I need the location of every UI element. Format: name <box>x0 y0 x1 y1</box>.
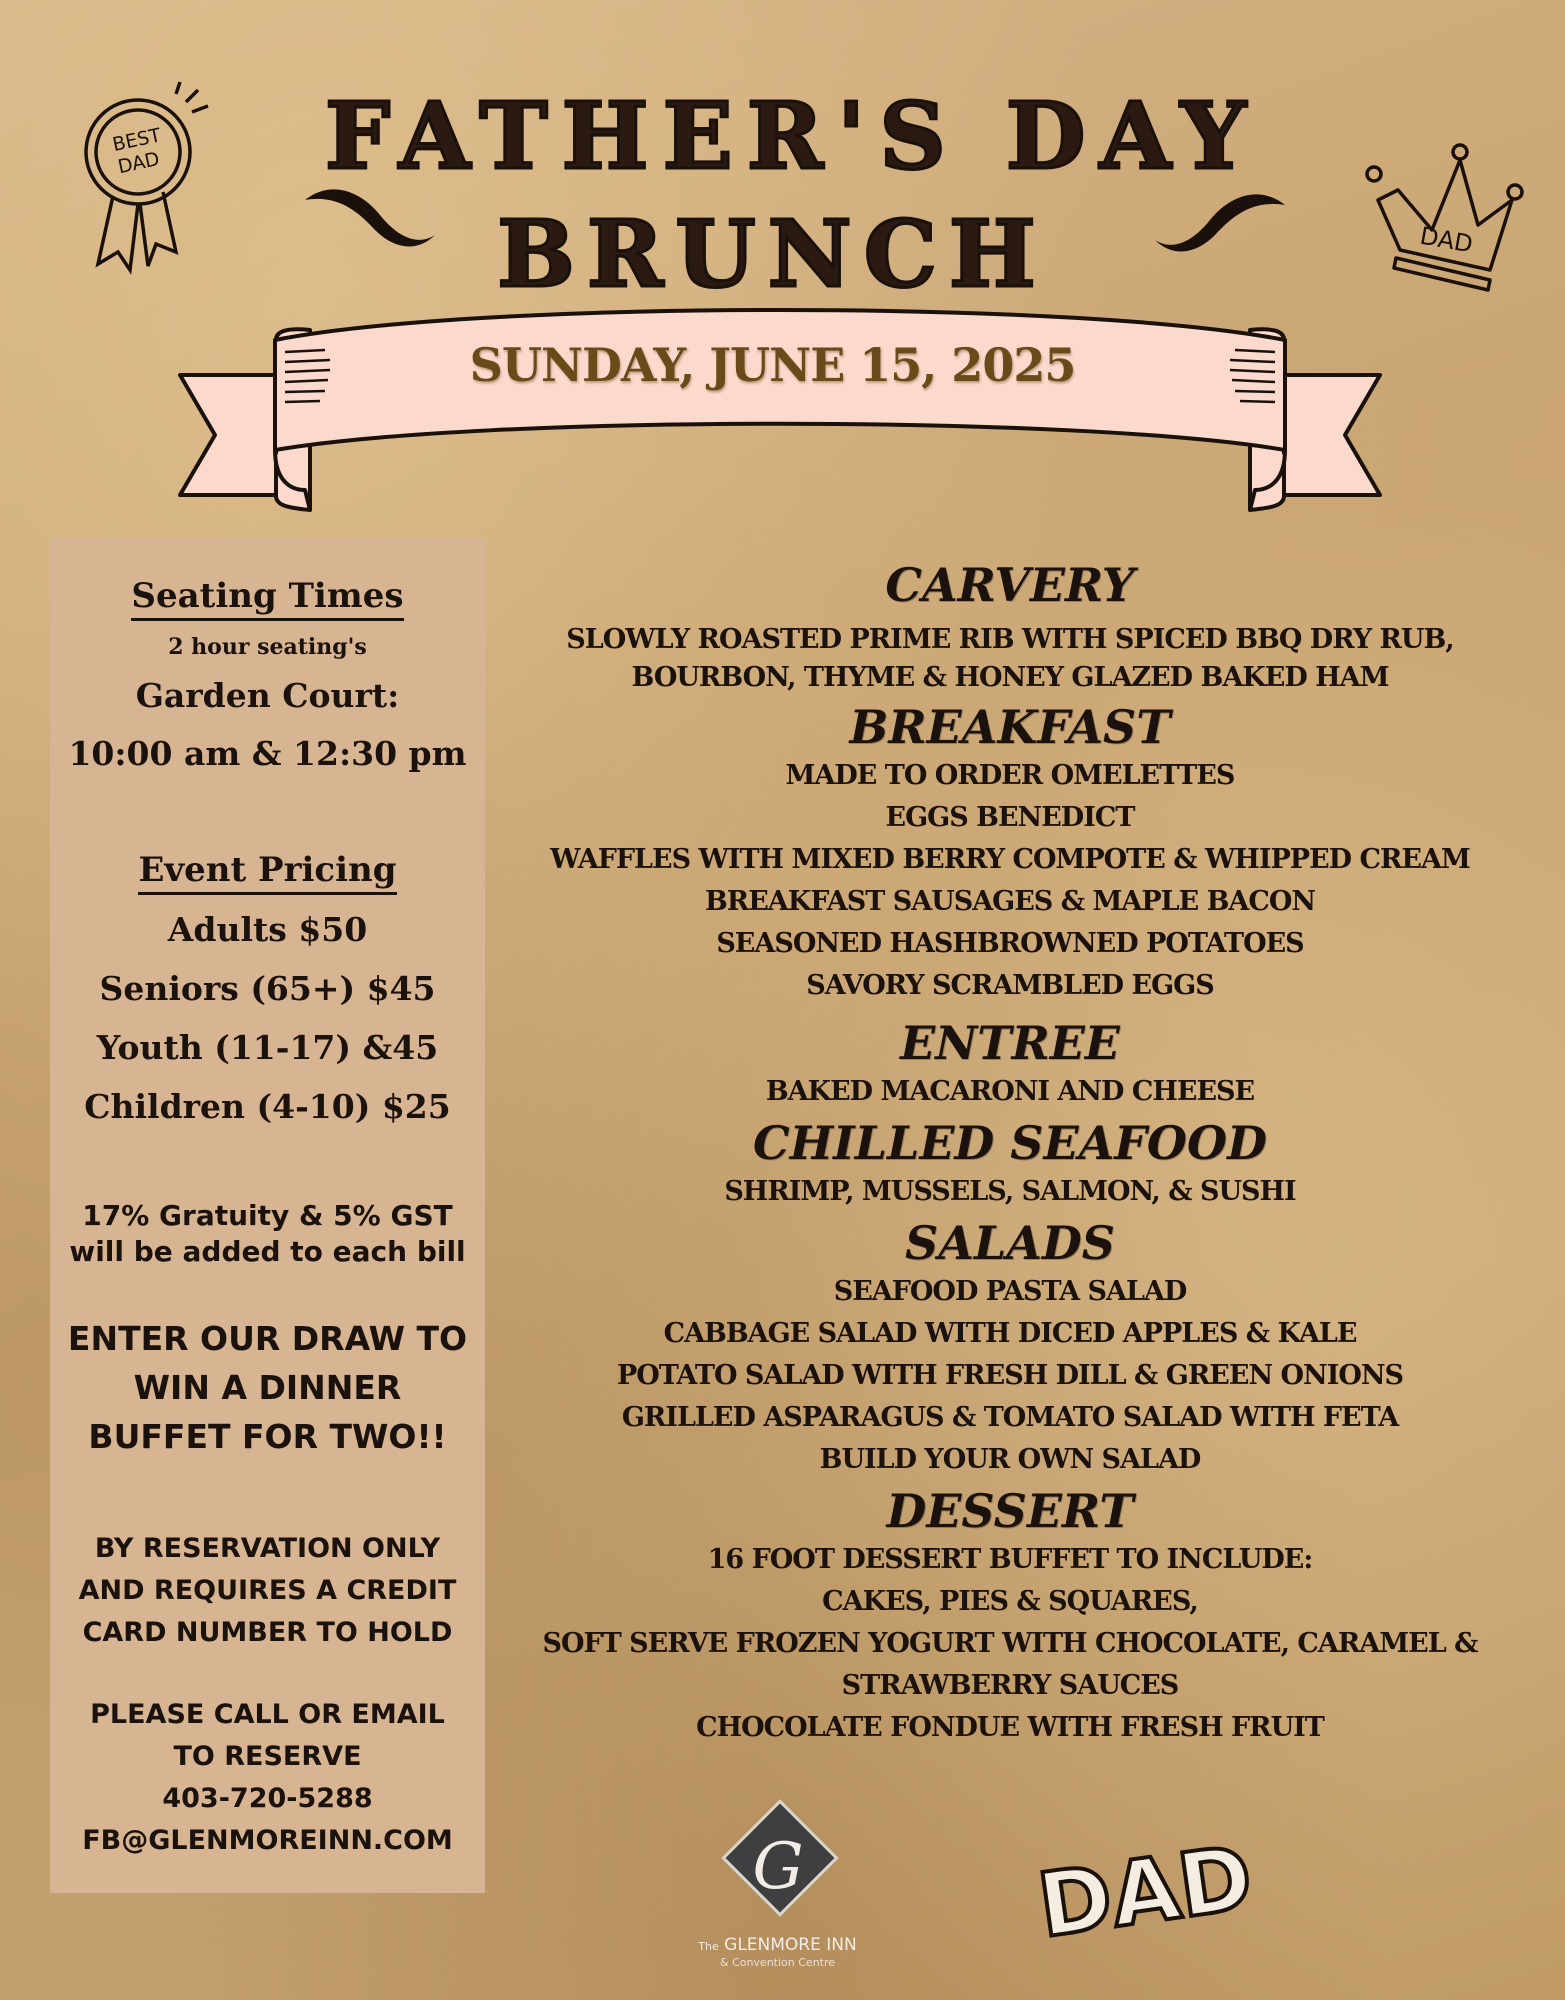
badge-text-dad: DAD <box>115 148 162 179</box>
date-banner <box>180 300 1380 535</box>
menu-item: POTATO SALAD WITH FRESH DILL & GREEN ONIONS <box>616 1360 1404 1391</box>
category-salads: SALADS <box>904 1216 1116 1270</box>
event-pricing-heading: Event Pricing <box>50 850 485 890</box>
price-seniors: Seniors (65+) $45 <box>99 969 436 1008</box>
logo-subtitle: & Convention Centre <box>719 1956 836 1969</box>
menu-item: CAKES, PIES & SQUARES, <box>822 1586 1198 1617</box>
draw-line-1: ENTER OUR DRAW TO <box>67 1319 468 1358</box>
gratuity-line-2: will be added to each bill <box>69 1235 466 1268</box>
reservation-line-2: AND REQUIRES A CREDIT <box>78 1575 457 1606</box>
crown-text: DAD <box>1417 221 1475 259</box>
menu-item: CABBAGE SALAD WITH DICED APPLES & KALE <box>663 1318 1357 1349</box>
price-youth: Youth (11-17) &45 <box>96 1028 439 1067</box>
dad-graphic-icon <box>1031 1825 1259 1958</box>
menu-item: SLOWLY ROASTED PRIME RIB WITH SPICED BBQ DRY RUB, <box>566 624 1454 655</box>
menu-item: BOURBON, THYME & HONEY GLAZED BAKED HAM <box>631 662 1389 693</box>
seating-times-heading: Seating Times <box>50 576 485 616</box>
gratuity-line-1: 17% Gratuity & 5% GST <box>82 1199 453 1232</box>
seating-times: 10:00 am & 12:30 pm <box>68 734 467 773</box>
right-swirl-icon <box>1150 185 1290 265</box>
venue-name: Garden Court: <box>135 676 400 715</box>
seating-note: 2 hour seating's <box>168 634 367 660</box>
info-sidebar <box>50 538 485 1893</box>
price-adults: Adults $50 <box>167 910 368 949</box>
menu-item: SHRIMP, MUSSELS, SALMON, & SUSHI <box>724 1176 1296 1207</box>
contact-phone[interactable]: 403-720-5288 <box>162 1783 373 1814</box>
left-swirl-icon <box>300 180 440 260</box>
menu-item: EGGS BENEDICT <box>885 802 1135 833</box>
category-breakfast: BREAKFAST <box>849 700 1171 754</box>
menu-item: BREAKFAST SAUSAGES & MAPLE BACON <box>704 886 1316 917</box>
glenmore-inn-logo <box>680 1810 875 2000</box>
reservation-line-3: CARD NUMBER TO HOLD <box>82 1617 453 1648</box>
category-carvery: CARVERY <box>885 558 1135 612</box>
menu-item: MADE TO ORDER OMELETTES <box>785 760 1235 791</box>
contact-line-2: TO RESERVE <box>173 1741 362 1772</box>
price-children: Children (4-10) $25 <box>84 1087 451 1126</box>
menu-item: SEAFOOD PASTA SALAD <box>833 1276 1187 1307</box>
draw-line-2: WIN A DINNER <box>133 1368 402 1407</box>
menu-column <box>500 555 1520 1749</box>
title-line-1: FATHER'S DAY <box>324 82 1261 190</box>
menu-item: SEASONED HASHBROWNED POTATOES <box>716 928 1304 959</box>
badge-text-best: BEST <box>110 124 163 156</box>
menu-item: CHOCOLATE FONDUE WITH FRESH FRUIT <box>696 1712 1324 1743</box>
draw-line-3: BUFFET FOR TWO!! <box>88 1417 447 1456</box>
menu-item: BAKED MACARONI AND CHEESE <box>765 1076 1255 1107</box>
event-date: SUNDAY, JUNE 15, 2025 <box>469 338 1076 392</box>
menu-item: SOFT SERVE FROZEN YOGURT WITH CHOCOLATE, CARAMEL & <box>542 1628 1478 1659</box>
title-line-2: BRUNCH <box>497 200 1048 308</box>
category-chilled-seafood: CHILLED SEAFOOD <box>753 1116 1267 1170</box>
contact-email[interactable]: FB@GLENMOREINN.COM <box>82 1825 453 1856</box>
contact-line-1: PLEASE CALL OR EMAIL <box>90 1699 445 1730</box>
logo-letter: G <box>752 1830 804 1904</box>
menu-item: GRILLED ASPARAGUS & TOMATO SALAD WITH FETA <box>621 1402 1399 1433</box>
dad-graphic-text: DAD <box>1031 1825 1259 1958</box>
menu-item: STRAWBERRY SAUCES <box>841 1670 1179 1701</box>
menu-item: SAVORY SCRAMBLED EGGS <box>806 970 1214 1001</box>
menu-item: WAFFLES WITH MIXED BERRY COMPOTE & WHIPPED CREAM <box>550 844 1470 875</box>
reservation-line-1: BY RESERVATION ONLY <box>94 1533 441 1564</box>
menu-item: BUILD YOUR OWN SALAD <box>819 1444 1201 1475</box>
category-entree: ENTREE <box>900 1016 1120 1070</box>
logo-name: The GLENMORE INN <box>698 1935 857 1955</box>
menu-item: 16 FOOT DESSERT BUFFET TO INCLUDE: <box>707 1544 1313 1575</box>
category-dessert: DESSERT <box>886 1484 1134 1538</box>
